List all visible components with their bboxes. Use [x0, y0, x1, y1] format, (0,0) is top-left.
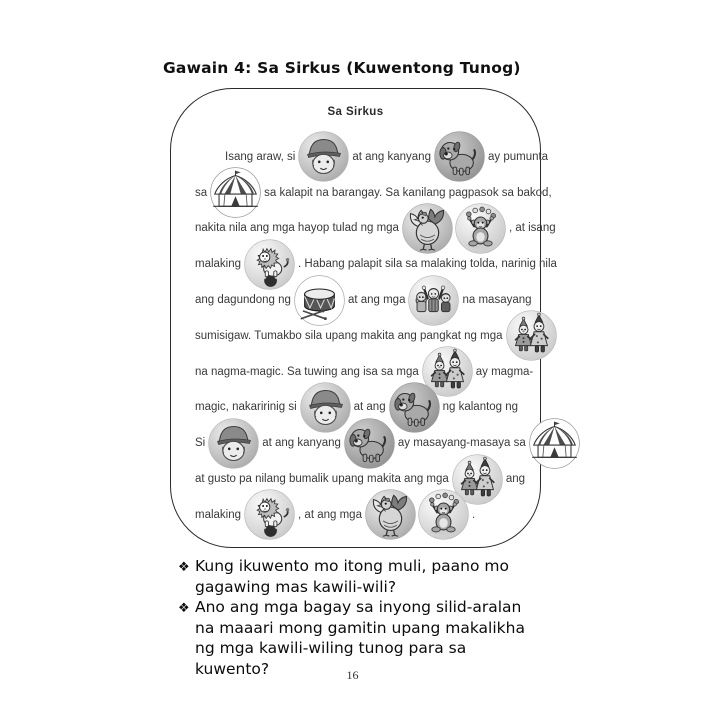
story-text: at ang mga: [347, 294, 406, 307]
puppy-icon: [389, 382, 440, 433]
story-text: , at ang mga: [298, 508, 362, 521]
juggling-monkey-icon: [418, 489, 469, 540]
lion-on-ball-icon: [244, 489, 295, 540]
story-text: ang dagundong ng: [195, 294, 291, 307]
story-text: .: [471, 508, 476, 521]
story-text: ay magma-: [475, 365, 534, 378]
juggling-monkey-icon: [455, 203, 506, 254]
diamond-bullet-icon: ❖: [178, 601, 190, 616]
story-text: ng kalantog ng: [442, 401, 519, 414]
question-list: [178, 556, 544, 679]
story-line: [223, 139, 549, 175]
story-text: na nagma-magic. Sa tuwing ang isa sa mga: [195, 365, 419, 378]
rooster-icon: [365, 489, 416, 540]
story-text: at ang: [353, 401, 386, 414]
story-heading: Sa Sirkus: [327, 106, 384, 118]
story-text: ay masayang-masaya sa: [397, 437, 526, 450]
question-item: [178, 556, 544, 597]
story-text: at ang kanyang: [262, 437, 341, 450]
question-item: [178, 597, 544, 679]
page-title: Gawain 4: Sa Sirkus (Kuwentong Tunog): [163, 59, 521, 77]
story-text: magic, nakaririnig si: [195, 401, 297, 414]
question-text: Ano ang mga bagay sa inyong silid-aralan na maaari mong gamitin upang makalikha ng mga kawili-wiling tunog para sa kuwento?: [195, 598, 525, 678]
circus-tent-icon: [210, 167, 261, 218]
story-text: Isang araw, si: [225, 150, 296, 163]
story-text: malaking: [195, 258, 242, 271]
story-text: at ang kanyang: [352, 150, 431, 163]
diamond-bullet-icon: ❖: [178, 560, 190, 575]
story-text: nakita nila ang mga hayop tulad ng mga: [195, 222, 399, 235]
story-text: ang: [505, 473, 525, 486]
story-text: sumisigaw. Tumakbo sila upang makita ang pangkat ng mga: [195, 329, 503, 342]
rooster-icon: [402, 203, 453, 254]
clowns-icon: [506, 310, 557, 361]
story-text: Si: [195, 437, 206, 450]
boy-with-cap-icon: [298, 131, 349, 182]
boy-with-cap-icon: [208, 418, 259, 469]
question-text: Kung ikuwento mo itong muli, paano mo gagawing mas kawili-wili?: [195, 557, 509, 596]
story-line: [193, 354, 534, 390]
lion-on-ball-icon: [244, 239, 295, 290]
story-text: ay pumunta: [487, 150, 549, 163]
puppy-icon: [344, 418, 395, 469]
story-text: na masayang: [462, 294, 532, 307]
story-lines: [193, 139, 557, 533]
story-line: [193, 318, 528, 354]
story-box: [170, 88, 557, 548]
story-text: sa: [195, 186, 208, 199]
story-text: at gusto pa nilang bumalik upang makita ang mga: [195, 473, 449, 486]
drum-icon: [294, 275, 345, 326]
page-number: 16: [346, 668, 359, 682]
story-text: . Habang palapit sila sa malaking tolda, narinig nila: [298, 258, 557, 271]
story-text: , at isang: [508, 222, 556, 235]
story-text: malaking: [195, 508, 242, 521]
cheering-crowd-icon: [408, 275, 459, 326]
puppy-icon: [434, 131, 485, 182]
circus-tent-icon: [529, 418, 580, 469]
story-text: sa kalapit na barangay. Sa kanilang pagpasok sa bakod,: [264, 186, 552, 199]
